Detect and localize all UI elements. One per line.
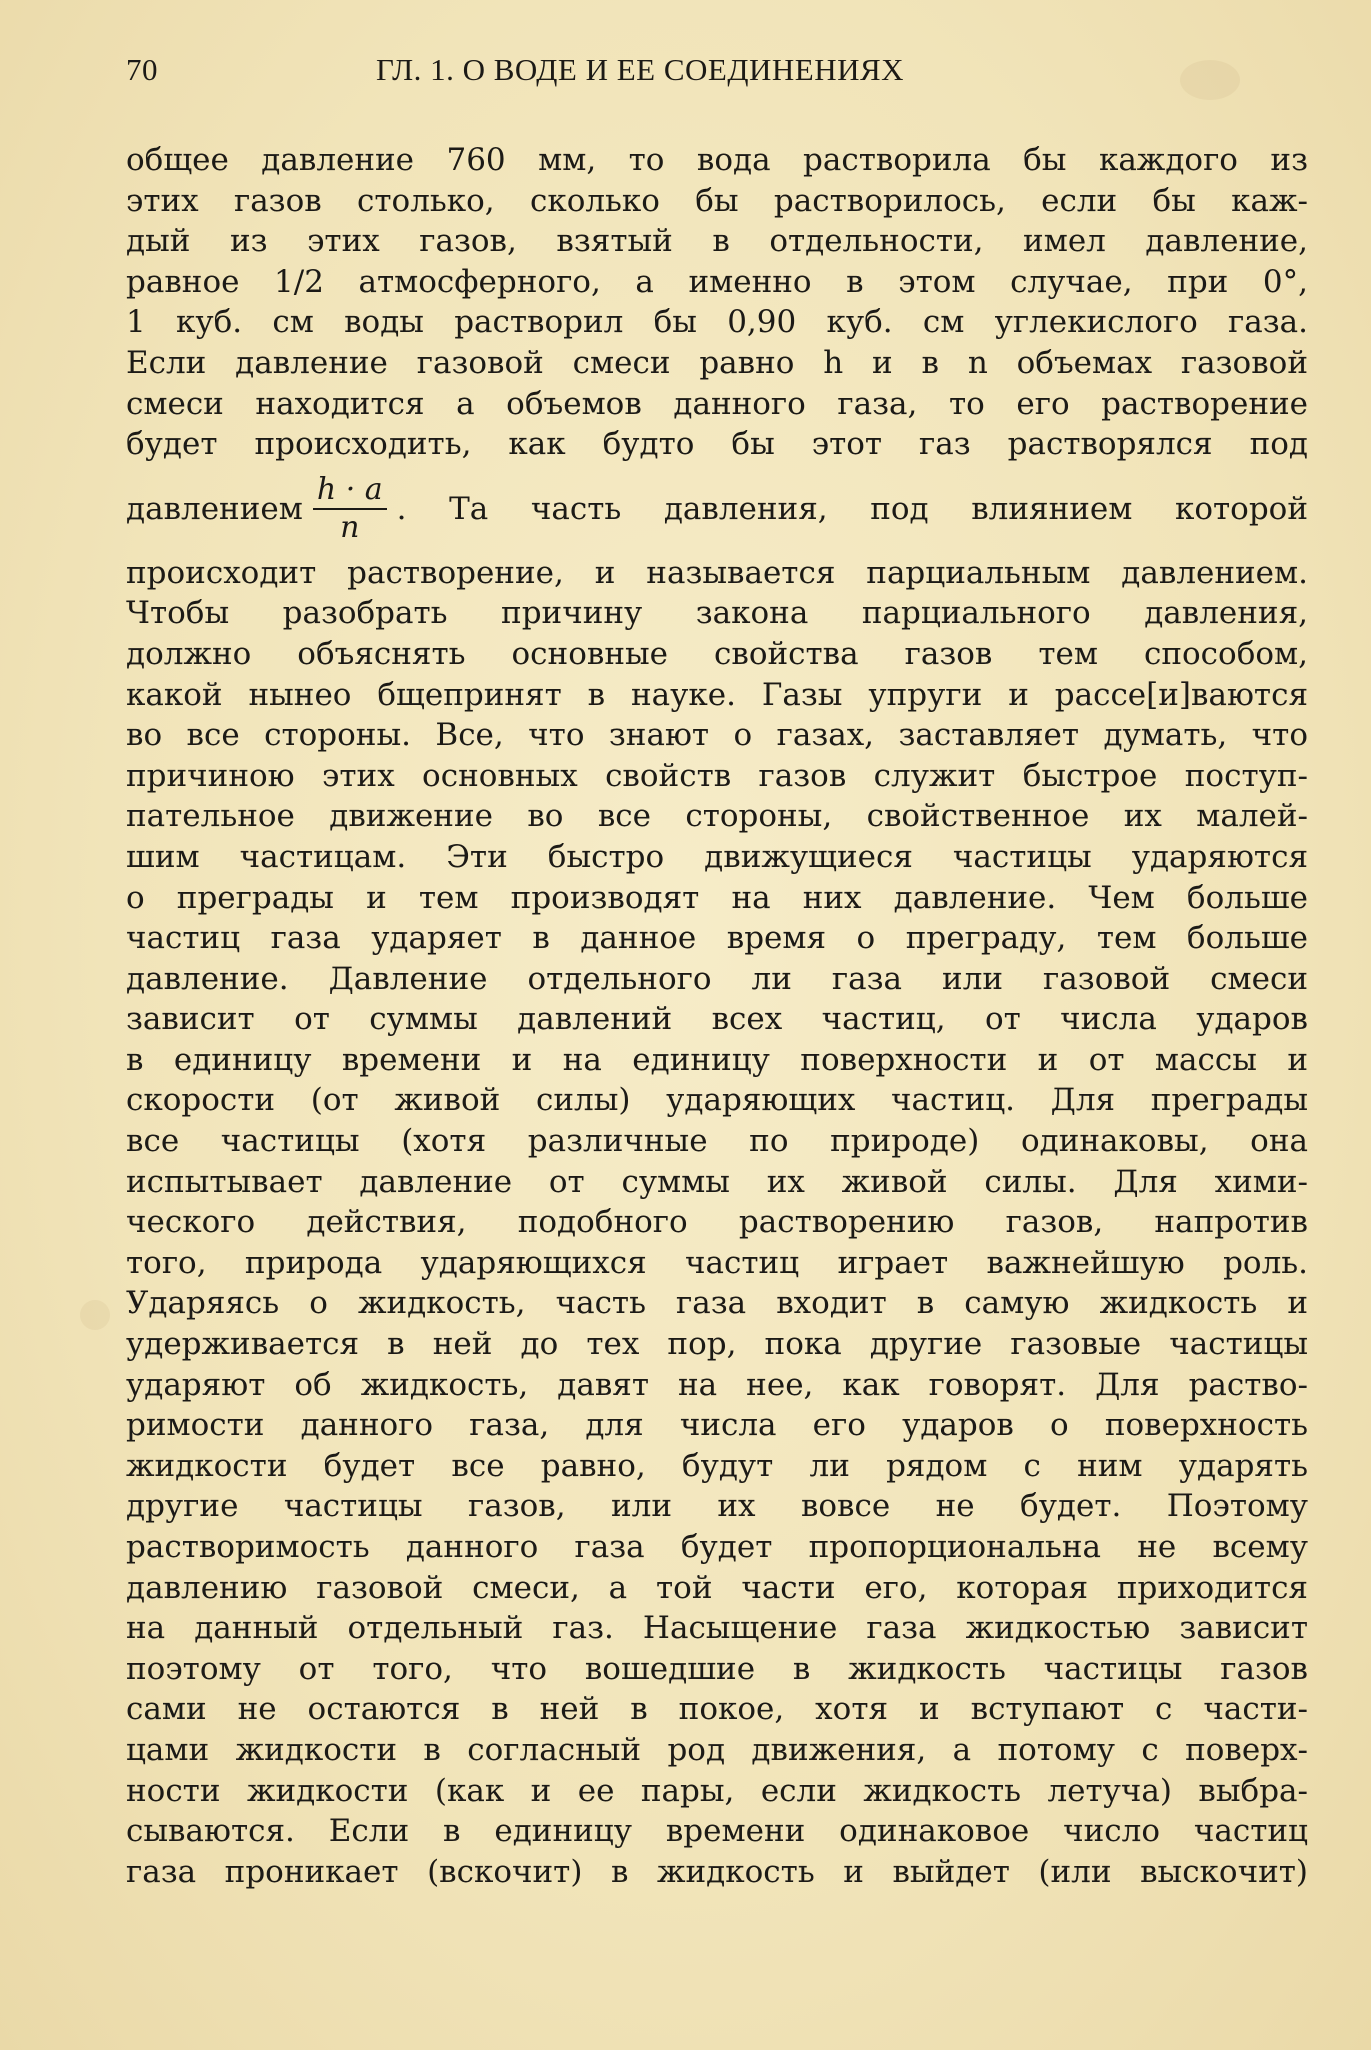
text-line: растворимость данного газа будет пропорциональна не всему (126, 1529, 1308, 1565)
text-line: в единицу времени и на единицу поверхности и от массы и (126, 1041, 1308, 1078)
text-line: цами жидкости в согласный род движения, а потому с поверх- (126, 1731, 1308, 1768)
text-line: ности жидкости (как и ее пары, если жидкость летуча) выбра- (126, 1772, 1308, 1809)
text-line: жидкости будет все равно, будут ли рядом с ним ударять (126, 1447, 1308, 1484)
text-line: Если давление газовой смеси равно h и в n объемах газовой (126, 344, 1308, 381)
text-line: 1 куб. см воды растворил бы 0,90 куб. см углекислого газа. (126, 304, 1308, 341)
text-line: частиц газа ударяет в данное время о преграду, тем больше (126, 920, 1308, 957)
text-line: давление. Давление отдельного ли газа или газовой смеси (126, 960, 1308, 997)
text-line: другие частицы газов, или их вовсе не будет. Поэтому (126, 1488, 1308, 1525)
text-line: этих газов столько, сколько бы растворилось, если бы каж- (126, 182, 1308, 219)
fraction-numerator: h · a (313, 472, 387, 510)
text-line: общее давление 760 мм, то вода растворила бы каждого из (126, 142, 1308, 178)
page-number: 70 (126, 52, 158, 87)
text-line: поэтому от того, что вошедшие в жидкость частицы газов (126, 1650, 1308, 1687)
text-line: Ударяясь о жидкость, часть газа входит в самую жидкость и (126, 1285, 1308, 1322)
text-line: ческого действия, подобного растворению газов, напротив (126, 1204, 1308, 1241)
text-line: смеси находится a объемов данного газа, то его растворение (126, 385, 1308, 422)
text-line: газа проникает (вскочит) в жидкость и выйдет (или выскочит) (126, 1853, 1308, 1890)
formula-suffix: . Та часть давления, под влиянием которой (396, 490, 1308, 527)
text-line: должно объяснять основные свойства газов тем способом, (126, 635, 1308, 672)
text-line: во все стороны. Все, что знают о газах, заставляет думать, что (126, 717, 1308, 754)
text-block-before-formula (126, 140, 1308, 465)
text-line: зависит от суммы давлений всех частиц, от числа ударов (126, 1001, 1308, 1038)
text-block-after-formula (126, 553, 1308, 1893)
running-head: ГЛ. 1. О ВОДЕ И ЕЕ СОЕДИНЕНИЯХ (376, 52, 905, 87)
page-header (126, 52, 1311, 102)
text-line: причиною этих основных свойств газов служит быстрое поступ- (126, 757, 1308, 794)
text-line: сываются. Если в единицу времени одинаковое число частиц (126, 1813, 1308, 1850)
text-line: происходит растворение, и называется парциальным давлением. (126, 554, 1308, 591)
text-line: испытывает давление от суммы их живой силы. Для хими- (126, 1163, 1308, 1200)
text-line: шим частицам. Эти быстро движущиеся частицы ударяются (126, 838, 1308, 875)
text-line: о преграды и тем производят на них давление. Чем больше (126, 879, 1308, 916)
formula-prefix: давлением (126, 490, 303, 527)
text-line: ударяют об жидкость, давят на нее, как говорят. Для раство- (126, 1366, 1308, 1403)
text-line: какой нынео бщепринят в науке. Газы упруги и рассе[и]ваются (126, 676, 1308, 713)
fraction (313, 472, 387, 546)
text-line: скорости (от живой силы) ударяющих частиц. Для преграды (126, 1082, 1308, 1119)
text-line: равное 1/2 атмосферного, а именно в этом случае, при 0°, (126, 263, 1308, 300)
text-line: все частицы (хотя различные по природе) одинаковы, она (126, 1123, 1308, 1160)
fraction-denominator: n (340, 509, 360, 545)
formula-line (126, 465, 1308, 553)
body-text (126, 140, 1308, 1892)
text-line: Чтобы разобрать причину закона парциального давления, (126, 595, 1308, 632)
text-line: римости данного газа, для числа его ударов о поверхность (126, 1407, 1308, 1444)
text-line: давлению газовой смеси, а той части его, которая приходится (126, 1569, 1308, 1606)
text-line: сами не остаются в ней в покое, хотя и вступают с части- (126, 1691, 1308, 1728)
text-line: на данный отдельный газ. Насыщение газа жидкостью зависит (126, 1610, 1308, 1647)
text-line: пательное движение во все стороны, свойственное их малей- (126, 798, 1308, 835)
text-line: удерживается в ней до тех пор, пока другие газовые частицы (126, 1326, 1308, 1363)
paper-stain (80, 1300, 110, 1330)
text-line: будет происходить, как будто бы этот газ растворялся под (126, 426, 1308, 463)
text-line: дый из этих газов, взятый в отдельности, имел давление, (126, 223, 1308, 260)
text-line: того, природа ударяющихся частиц играет важнейшую роль. (126, 1244, 1308, 1281)
